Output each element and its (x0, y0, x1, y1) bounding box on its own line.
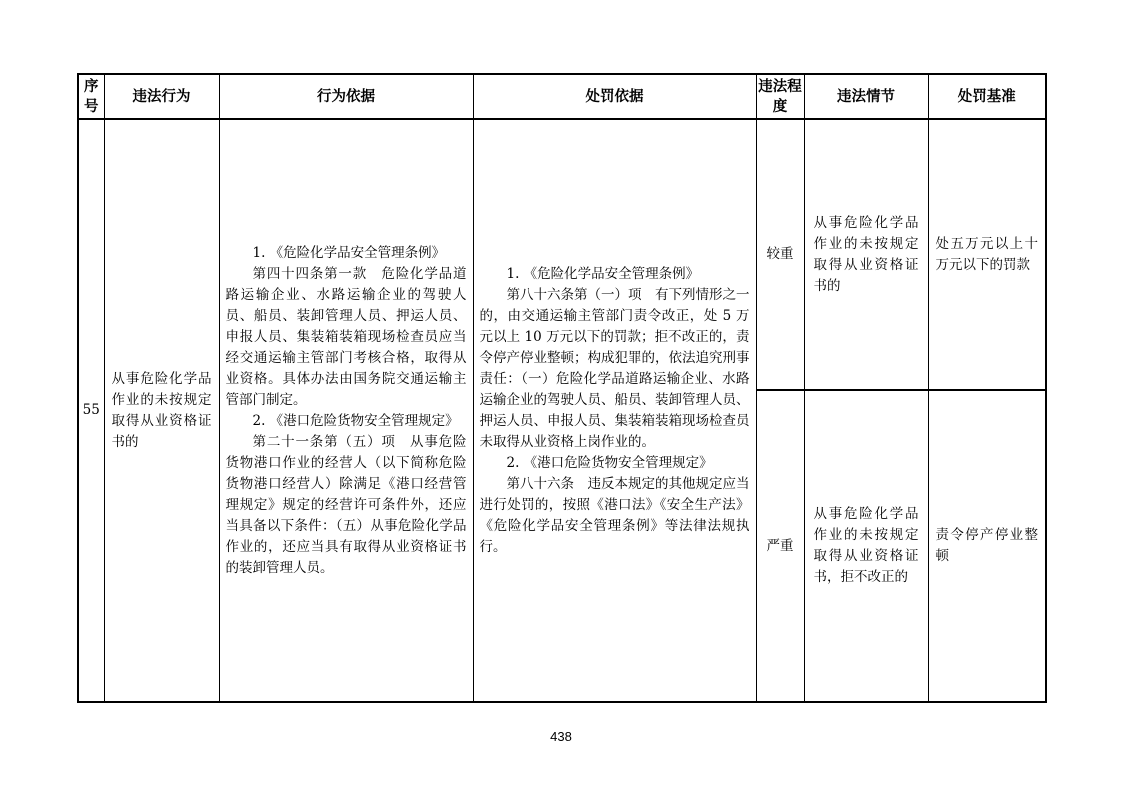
cell-degree-moderate: 较重 (756, 119, 804, 390)
cell-punishment-basis (473, 119, 756, 702)
header-index: 序号 (78, 74, 104, 119)
header-illegal-behavior: 违法行为 (104, 74, 219, 119)
cell-behavior-basis (219, 119, 473, 702)
punishment-basis-paragraph-1: 1. 《危险化学品安全管理条例》 (506, 265, 700, 282)
cell-degree-severe: 严重 (756, 390, 804, 702)
cell-illegal-behavior: 从事危险化学品作业的未按规定取得从业资格证书的 (104, 119, 219, 702)
punishment-basis-paragraph-2: 第八十六条第（一）项 有下列情形之一的，由交通运输主管部门责令改正，处 5 万元以上 10 万元以下的罚款；拒不改正的，责令停产停业整顿；构成犯罪的，依法追究刑事责任：（一）危险化学品道路运输企业、水路运输企业的驾驶人员、船员、装卸管理人员、押运人员、申报人员、集装箱装箱现场检查员未取得从业资格上岗作业的。 (479, 286, 750, 450)
behavior-basis-paragraph-4: 第二十一条第（五）项 从事危险货物港口作业的经营人（以下简称危险货物港口经营人）除满足《港口经营管理规定》规定的经营许可条件外，还应当具备以下条件：（五）从事危险化学品作业的，还应当具有取得从业资格证书的装卸管理人员。 (225, 433, 467, 576)
cell-circumstance-severe: 从事危险化学品作业的未按规定取得从业资格证书，拒不改正的 (804, 390, 928, 702)
punishment-basis-paragraph-4: 第八十六条 违反本规定的其他规定应当进行处罚的，按照《港口法》《安全生产法》《危险化学品安全管理条例》等法律法规执行。 (479, 475, 750, 555)
header-violation-degree: 违法程度 (756, 74, 804, 119)
cell-circumstance-moderate: 从事危险化学品作业的未按规定取得从业资格证书的 (804, 119, 928, 390)
cell-standard-severe: 责令停产停业整顿 (928, 390, 1046, 702)
behavior-basis-paragraph-1: 1. 《危险化学品安全管理条例》 (252, 244, 446, 261)
cell-row-index: 55 (78, 119, 104, 702)
page-number: 438 (550, 729, 572, 744)
behavior-basis-paragraph-2: 第四十四条第一款 危险化学品道路运输企业、水路运输企业的驾驶人员、船员、装卸管理人员、押运人员、申报人员、集装箱装箱现场检查员应当经交通运输主管部门考核合格，取得从业资格。具体办法由国务院交通运输主管部门制定。 (225, 265, 467, 408)
cell-standard-moderate: 处五万元以上十万元以下的罚款 (928, 119, 1046, 390)
table-header-row (78, 74, 1046, 119)
header-punishment-standard: 处罚基准 (928, 74, 1046, 119)
punishment-basis-paragraph-3: 2. 《港口危险货物安全管理规定》 (506, 454, 713, 471)
behavior-basis-paragraph-3: 2. 《港口危险货物安全管理规定》 (252, 412, 459, 429)
header-punishment-basis: 处罚依据 (473, 74, 756, 119)
table-row-severity-1 (78, 119, 1046, 390)
header-behavior-basis: 行为依据 (219, 74, 473, 119)
header-violation-circumstance: 违法情节 (804, 74, 928, 119)
penalty-standards-table (77, 73, 1047, 703)
